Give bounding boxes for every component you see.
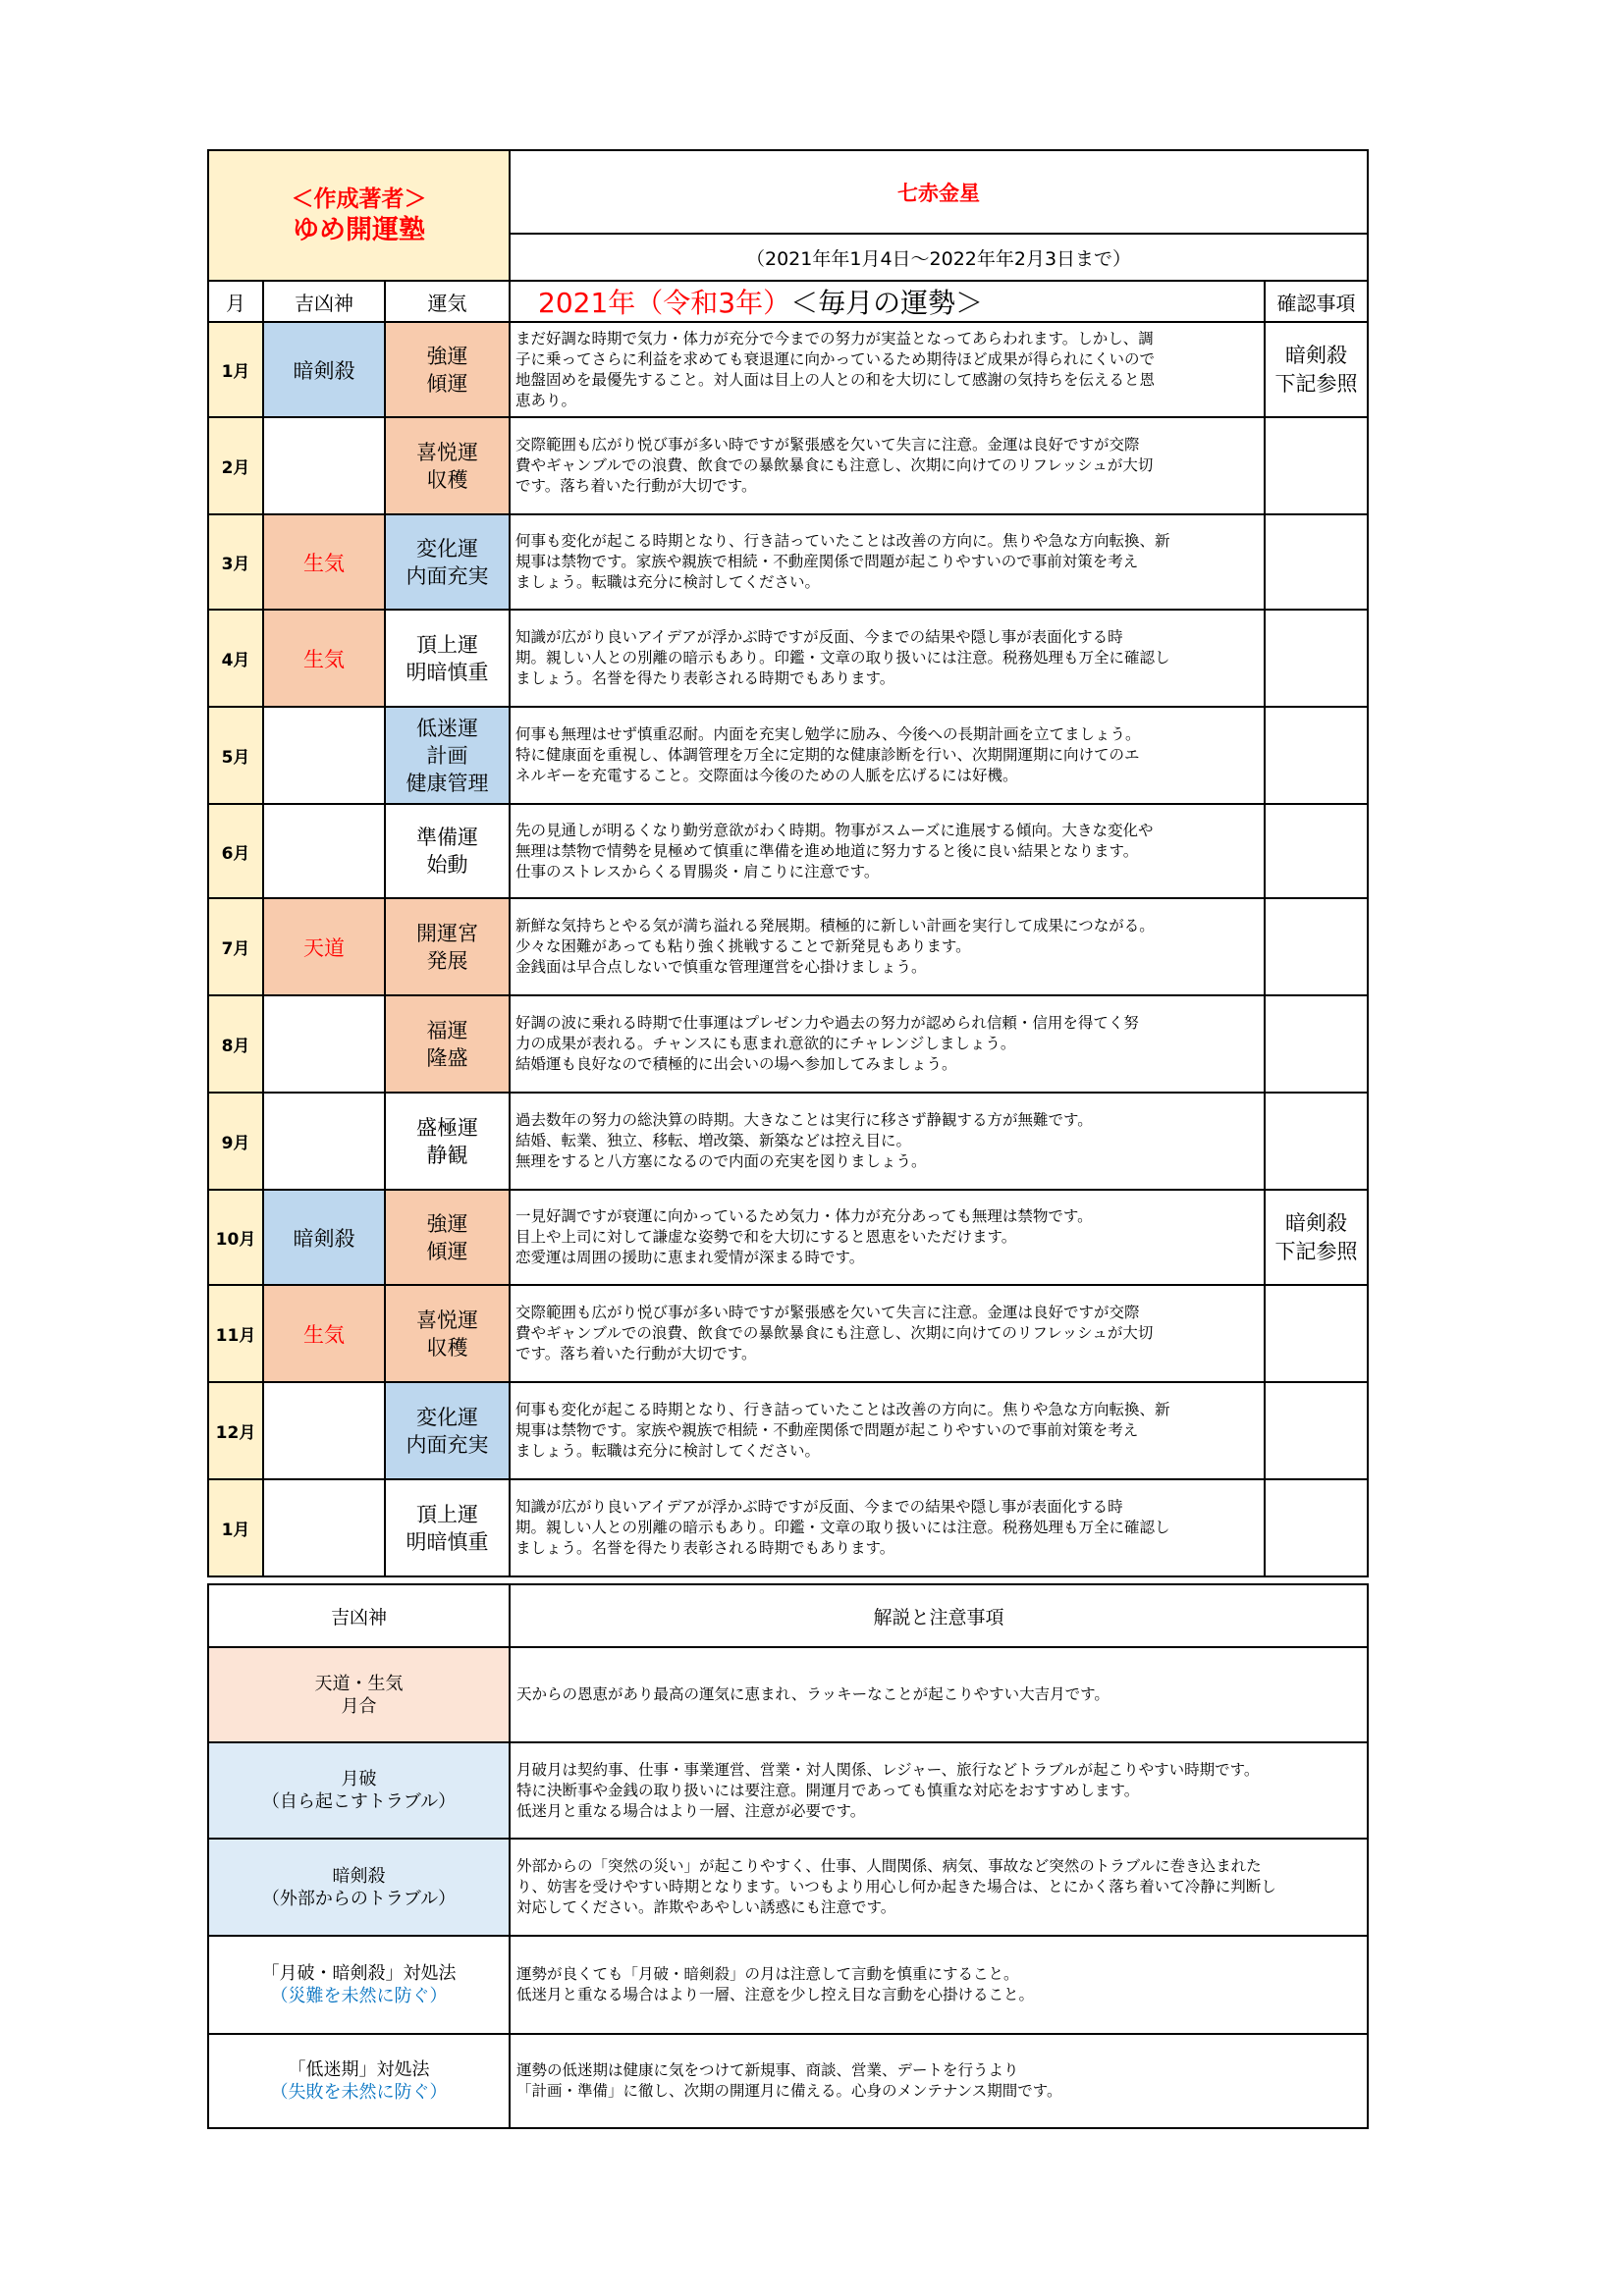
check-cell: [1265, 898, 1368, 995]
fortune-description: [510, 804, 1265, 898]
check-line: 暗剣殺: [1285, 1210, 1348, 1235]
month-label: 7月: [208, 898, 263, 995]
kichi-label: 暗剣殺: [293, 1226, 355, 1251]
fortune-description: [510, 322, 1265, 417]
fortune-description: [510, 1479, 1265, 1576]
check-cell: [1265, 995, 1368, 1093]
kichi-cell: [263, 1382, 385, 1479]
description-line: 費やギャンブルでの浪費、飲食での暴飲暴食にも注意し、次期に向けてのリフレッシュが大切: [515, 1324, 1154, 1342]
description-line: 低迷月と重なる場合はより一層、注意が必要です。: [516, 1801, 866, 1820]
month-label: 8月: [208, 995, 263, 1093]
kichi-cell: [263, 1479, 385, 1576]
month-label: 12月: [208, 1382, 263, 1479]
description-line: 特に決断事や金銭の取り扱いには要注意。開運月であっても慎重な対応をおすすめします。: [516, 1781, 1140, 1799]
description-line: 運勢の低迷期は健康に気をつけて新規事、商談、営業、デートを行うより: [516, 2061, 1019, 2079]
description-line: 何事も変化が起こる時期となり、行き詰っていたことは改善の方向に。焦りや急な方向転換、新: [515, 532, 1170, 550]
check-cell: [1265, 417, 1368, 514]
legend-row: [208, 1647, 1368, 1742]
legend-table: [207, 1583, 1369, 2129]
legend-row: [208, 1839, 1368, 1936]
unsei-cell: [385, 1093, 510, 1190]
month-row: [208, 804, 1368, 898]
description-line: ましょう。名誉を得たり表彰される時期でもあります。: [515, 669, 895, 687]
kichi-cell: [263, 995, 385, 1093]
unsei-line: 収穫: [426, 467, 468, 492]
kichi-label: 生気: [303, 1322, 345, 1347]
description-line: 交際範囲も広がり悦び事が多い時ですが緊張感を欠いて失言に注意。金運は良好ですが交際: [515, 1304, 1140, 1321]
legend-name-sub: （災難を未然に防ぐ）: [270, 1986, 448, 2006]
legend-row: [208, 1742, 1368, 1839]
fortune-description: [510, 514, 1265, 610]
legend-name-cell: [208, 1839, 510, 1936]
column-header-kichi: 吉凶神: [263, 281, 385, 322]
author-title: ＜作成著者＞: [291, 186, 427, 212]
legend-name-line: 「低迷期」対処法: [288, 2059, 430, 2080]
author-cell: [208, 150, 510, 281]
unsei-line: 明暗慎重: [406, 1529, 489, 1554]
column-header-check: 確認事項: [1265, 281, 1368, 322]
check-cell: [1265, 1190, 1368, 1285]
description-line: 期。親しい人との別離の暗示もあり。印鑑・文章の取り扱いには注意。税務処理も万全に確認し: [515, 649, 1170, 667]
legend-description: [510, 2034, 1368, 2128]
description-line: 何事も無理はせず慎重忍耐。内面を充実し勉学に励み、今後への長期計画を立てましょう。: [515, 725, 1141, 743]
month-label: 5月: [208, 707, 263, 804]
kichi-cell: [263, 1285, 385, 1382]
unsei-line: 変化運: [416, 1405, 479, 1429]
table-title-year: 2021年（令和3年）: [538, 287, 791, 319]
month-row: [208, 322, 1368, 417]
description-line: 規事は禁物です。家族や親族で相続・不動産関係で問題が起こりやすいので事前対策を考え: [515, 553, 1139, 570]
kichi-cell: [263, 1093, 385, 1190]
unsei-cell: [385, 898, 510, 995]
month-label: 10月: [208, 1190, 263, 1285]
month-row: [208, 1285, 1368, 1382]
fortune-description: [510, 898, 1265, 995]
unsei-line: 傾運: [426, 1239, 468, 1263]
month-row: [208, 417, 1368, 514]
month-label: 2月: [208, 417, 263, 514]
check-cell: [1265, 1382, 1368, 1479]
fortune-description: [510, 1285, 1265, 1382]
unsei-cell: [385, 1382, 510, 1479]
kichi-label: 生気: [303, 551, 345, 575]
unsei-line: 変化運: [416, 536, 479, 561]
unsei-line: 傾運: [426, 371, 468, 396]
unsei-cell: [385, 707, 510, 804]
month-label: 11月: [208, 1285, 263, 1382]
description-line: 外部からの「突然の災い」が起こりやすく、仕事、人間関係、病気、事故など突然のトラブルに巻き込まれた: [516, 1857, 1262, 1875]
month-label: 4月: [208, 610, 263, 707]
description-line: 仕事のストレスからくる胃腸炎・肩こりに注意です。: [515, 862, 880, 881]
month-label: 1月: [208, 322, 263, 417]
check-cell: [1265, 1285, 1368, 1382]
unsei-cell: [385, 610, 510, 707]
kichi-label: 生気: [303, 647, 345, 671]
unsei-line: 頂上運: [416, 1502, 479, 1526]
legend-name-sub: （失敗を未然に防ぐ）: [270, 2082, 448, 2103]
unsei-cell: [385, 514, 510, 610]
star-name: 七赤金星: [510, 150, 1368, 234]
description-line: 子に乗ってさらに利益を求めても衰退運に向かっているため期待ほど成果が得られにくいので: [515, 349, 1156, 368]
unsei-cell: [385, 322, 510, 417]
description-line: 先の見通しが明るくなり勤労意欲がわく時期。物事がスムーズに進展する傾向。大きな変化や: [515, 821, 1154, 839]
column-header-unsei: 運気: [385, 281, 510, 322]
legend-name-line: （外部からのトラブル）: [261, 1888, 457, 1909]
kichi-cell: [263, 1190, 385, 1285]
check-cell: [1265, 514, 1368, 610]
unsei-cell: [385, 1190, 510, 1285]
unsei-line: 準備運: [416, 826, 479, 849]
kichi-cell: [263, 804, 385, 898]
unsei-line: 静観: [426, 1143, 468, 1167]
description-line: 新鮮な気持ちとやる気が満ち溢れる発展期。積極的に新しい計画を実行して成果につながる。: [515, 917, 1155, 934]
month-label: 3月: [208, 514, 263, 610]
legend-description: [510, 1647, 1368, 1742]
kichi-cell: [263, 610, 385, 707]
description-line: 力の成果が表れる。チャンスにも恵まれ意欲的にチャレンジしましょう。: [515, 1035, 1016, 1052]
description-line: 一見好調ですが衰運に向かっているため気力・体力が充分あっても無理は禁物です。: [515, 1207, 1093, 1225]
legend-header-kichi: 吉凶神: [208, 1584, 510, 1647]
unsei-line: 内面充実: [406, 563, 489, 588]
description-line: 「計画・準備」に徹し、次期の開運月に備える。心身のメンテナンス期間です。: [516, 2082, 1062, 2100]
description-line: です。落ち着いた行動が大切です。: [515, 477, 757, 495]
month-row: [208, 1382, 1368, 1479]
description-line: 特に健康面を重視し、体調管理を万全に定期的な健康診断を行い、次期開運期に向けてのエ: [515, 746, 1140, 764]
unsei-line: 福運: [426, 1018, 468, 1042]
check-line: 暗剣殺: [1285, 343, 1348, 367]
fortune-description: [510, 1190, 1265, 1285]
fortune-description: [510, 1093, 1265, 1190]
month-row: [208, 898, 1368, 995]
fortune-description: [510, 995, 1265, 1093]
month-row: [208, 1093, 1368, 1190]
month-row: [208, 610, 1368, 707]
period-range: （2021年年1月4日～2022年年2月3日まで）: [510, 234, 1368, 281]
kichi-label: 暗剣殺: [293, 358, 355, 383]
kichi-cell: [263, 898, 385, 995]
check-line: 下記参照: [1274, 1239, 1358, 1263]
description-line: 目上や上司に対して謙虚な姿勢で和を大切にすると恩恵をいただけます。: [515, 1228, 1017, 1246]
legend-description: [510, 1936, 1368, 2034]
fortune-description: [510, 610, 1265, 707]
fortune-description: [510, 707, 1265, 804]
description-line: 期。親しい人との別離の暗示もあり。印鑑・文章の取り扱いには注意。税務処理も万全に確認し: [515, 1519, 1170, 1536]
author-name: ゆめ開運塾: [293, 214, 426, 245]
fortune-description: [510, 417, 1265, 514]
description-line: 低迷月と重なる場合はより一層、注意を少し控え目な言動を心掛けること。: [516, 1986, 1035, 2003]
description-line: ましょう。名誉を得たり表彰される時期でもあります。: [515, 1539, 895, 1557]
description-line: 無理は禁物で情勢を見極めて慎重に準備を進め地道に努力すると後に良い結果となります。: [515, 841, 1139, 860]
legend-name-line: 月合: [341, 1695, 377, 1717]
legend-name-cell: [208, 1742, 510, 1839]
kichi-cell: [263, 417, 385, 514]
unsei-line: 発展: [426, 948, 468, 973]
legend-header-desc: 解説と注意事項: [510, 1584, 1368, 1647]
unsei-cell: [385, 1479, 510, 1576]
unsei-cell: [385, 804, 510, 898]
check-cell: [1265, 1093, 1368, 1190]
description-line: ましょう。転職は充分に検討してください。: [515, 1442, 821, 1460]
description-line: 天からの恩恵があり最高の運気に恵まれ、ラッキーなことが起こりやすい大吉月です。: [516, 1685, 1110, 1703]
description-line: 無理をすると八方塞になるので内面の充実を図りましょう。: [515, 1152, 927, 1170]
description-line: 恋愛運は周囲の援助に恵まれ愛情が深まる時です。: [515, 1249, 865, 1266]
description-line: 恵あり。: [515, 391, 577, 409]
legend-name-line: 天道・生気: [314, 1673, 404, 1694]
column-header-month: 月: [208, 281, 263, 322]
legend-name-cell: [208, 1936, 510, 2034]
description-line: まだ好調な時期で気力・体力が充分で今までの努力が実益となってあらわれます。しかし、調: [515, 329, 1154, 347]
unsei-line: 強運: [426, 1211, 468, 1236]
legend-name-line: 「月破・暗剣殺」対処法: [261, 1963, 457, 1984]
table-title-suffix: ＜毎月の運勢＞: [790, 287, 984, 319]
legend-name-line: 暗剣殺: [332, 1865, 386, 1887]
description-line: ましょう。転職は充分に検討してください。: [515, 573, 821, 591]
description-line: 交際範囲も広がり悦び事が多い時ですが緊張感を欠いて失言に注意。金運は良好ですが交際: [515, 436, 1140, 454]
unsei-line: 明暗慎重: [406, 660, 489, 684]
description-line: 規事は禁物です。家族や親族で相続・不動産関係で問題が起こりやすいので事前対策を考え: [515, 1421, 1139, 1439]
unsei-cell: [385, 995, 510, 1093]
kichi-label: 天道: [303, 935, 345, 960]
unsei-line: 喜悦運: [416, 1308, 479, 1332]
legend-name-cell: [208, 1647, 510, 1742]
description-line: ネルギーを充電すること。交際面は今後のための人脈を広げるには好機。: [515, 767, 1018, 784]
legend-description: [510, 1839, 1368, 1936]
description-line: 結婚、転業、独立、移転、増改築、新築などは控え目に。: [515, 1132, 912, 1149]
check-cell: [1265, 610, 1368, 707]
kichi-cell: [263, 322, 385, 417]
description-line: 少々な困難があっても粘り強く挑戦することで新発見もあります。: [515, 937, 971, 955]
unsei-line: 盛極運: [416, 1115, 479, 1140]
month-row: [208, 1190, 1368, 1285]
month-label: 6月: [208, 804, 263, 898]
month-row: [208, 514, 1368, 610]
fortune-description: [510, 1382, 1265, 1479]
legend-name-cell: [208, 2034, 510, 2128]
unsei-line: 強運: [426, 344, 468, 368]
legend-description: [510, 1742, 1368, 1839]
description-line: 金銭面は早合点しないで慎重な管理運営を心掛けましょう。: [515, 958, 927, 976]
unsei-line: 収穫: [426, 1335, 468, 1360]
description-line: 運勢が良くても「月破・暗剣殺」の月は注意して言動を慎重にすること。: [516, 1965, 1019, 1983]
unsei-line: 健康管理: [406, 771, 489, 795]
description-line: り、妨害を受けやすい時期となります。いつもより用心し何か起きた場合は、とにかく落ち着いて冷静に判断し: [516, 1878, 1276, 1896]
unsei-cell: [385, 417, 510, 514]
description-line: 費やギャンブルでの浪費、飲食での暴飲暴食にも注意し、次期に向けてのリフレッシュが大切: [515, 456, 1154, 474]
month-label: 9月: [208, 1093, 263, 1190]
description-line: 過去数年の努力の総決算の時期。大きなことは実行に移さず静観する方が無難です。: [515, 1111, 1093, 1129]
unsei-line: 低迷運: [416, 716, 479, 740]
kichi-cell: [263, 707, 385, 804]
month-row: [208, 995, 1368, 1093]
description-line: 結婚運も良好なので積極的に出会いの場へ参加してみましょう。: [515, 1055, 957, 1073]
legend-row: [208, 1936, 1368, 2034]
unsei-line: 隆盛: [426, 1045, 468, 1070]
legend-row: [208, 2034, 1368, 2128]
description-line: 月破月は契約事、仕事・事業運営、営業・対人関係、レジャー、旅行などトラブルが起こりやすい時期です。: [516, 1760, 1260, 1779]
description-line: 何事も変化が起こる時期となり、行き詰っていたことは改善の方向に。焦りや急な方向転換、新: [515, 1401, 1170, 1418]
description-line: 地盤固めを最優先すること。対人面は目上の人との和を大切にして感謝の気持ちを伝えると恩: [515, 370, 1156, 389]
unsei-line: 喜悦運: [416, 440, 479, 464]
check-cell: [1265, 1479, 1368, 1576]
unsei-line: 開運宮: [416, 921, 479, 945]
legend-name-line: （自ら起こすトラブル）: [261, 1791, 457, 1812]
unsei-line: 始動: [426, 853, 468, 877]
description-line: 知識が広がり良いアイデアが浮かぶ時ですが反面、今までの結果や隠し事が表面化する時: [515, 1498, 1123, 1516]
check-cell: [1265, 804, 1368, 898]
month-label: 1月: [208, 1479, 263, 1576]
unsei-line: 頂上運: [416, 632, 479, 657]
unsei-line: 計画: [426, 743, 468, 768]
description-line: です。落ち着いた行動が大切です。: [515, 1345, 757, 1362]
table-title: [510, 281, 1265, 322]
kichi-cell: [263, 514, 385, 610]
description-line: 好調の波に乗れる時期で仕事運はプレゼン力や過去の努力が認められ信頼・信用を得てく努: [515, 1014, 1139, 1032]
monthly-fortune-table: [207, 149, 1369, 1577]
description-line: 対応してください。詐欺やあやしい誘惑にも注意です。: [516, 1898, 896, 1916]
description-line: 知識が広がり良いアイデアが浮かぶ時ですが反面、今までの結果や隠し事が表面化する時: [515, 628, 1123, 646]
unsei-line: 内面充実: [406, 1432, 489, 1457]
legend-name-line: 月破: [341, 1769, 377, 1789]
check-cell: [1265, 707, 1368, 804]
check-line: 下記参照: [1274, 371, 1358, 396]
check-cell: [1265, 322, 1368, 417]
month-row: [208, 1479, 1368, 1576]
month-row: [208, 707, 1368, 804]
unsei-cell: [385, 1285, 510, 1382]
